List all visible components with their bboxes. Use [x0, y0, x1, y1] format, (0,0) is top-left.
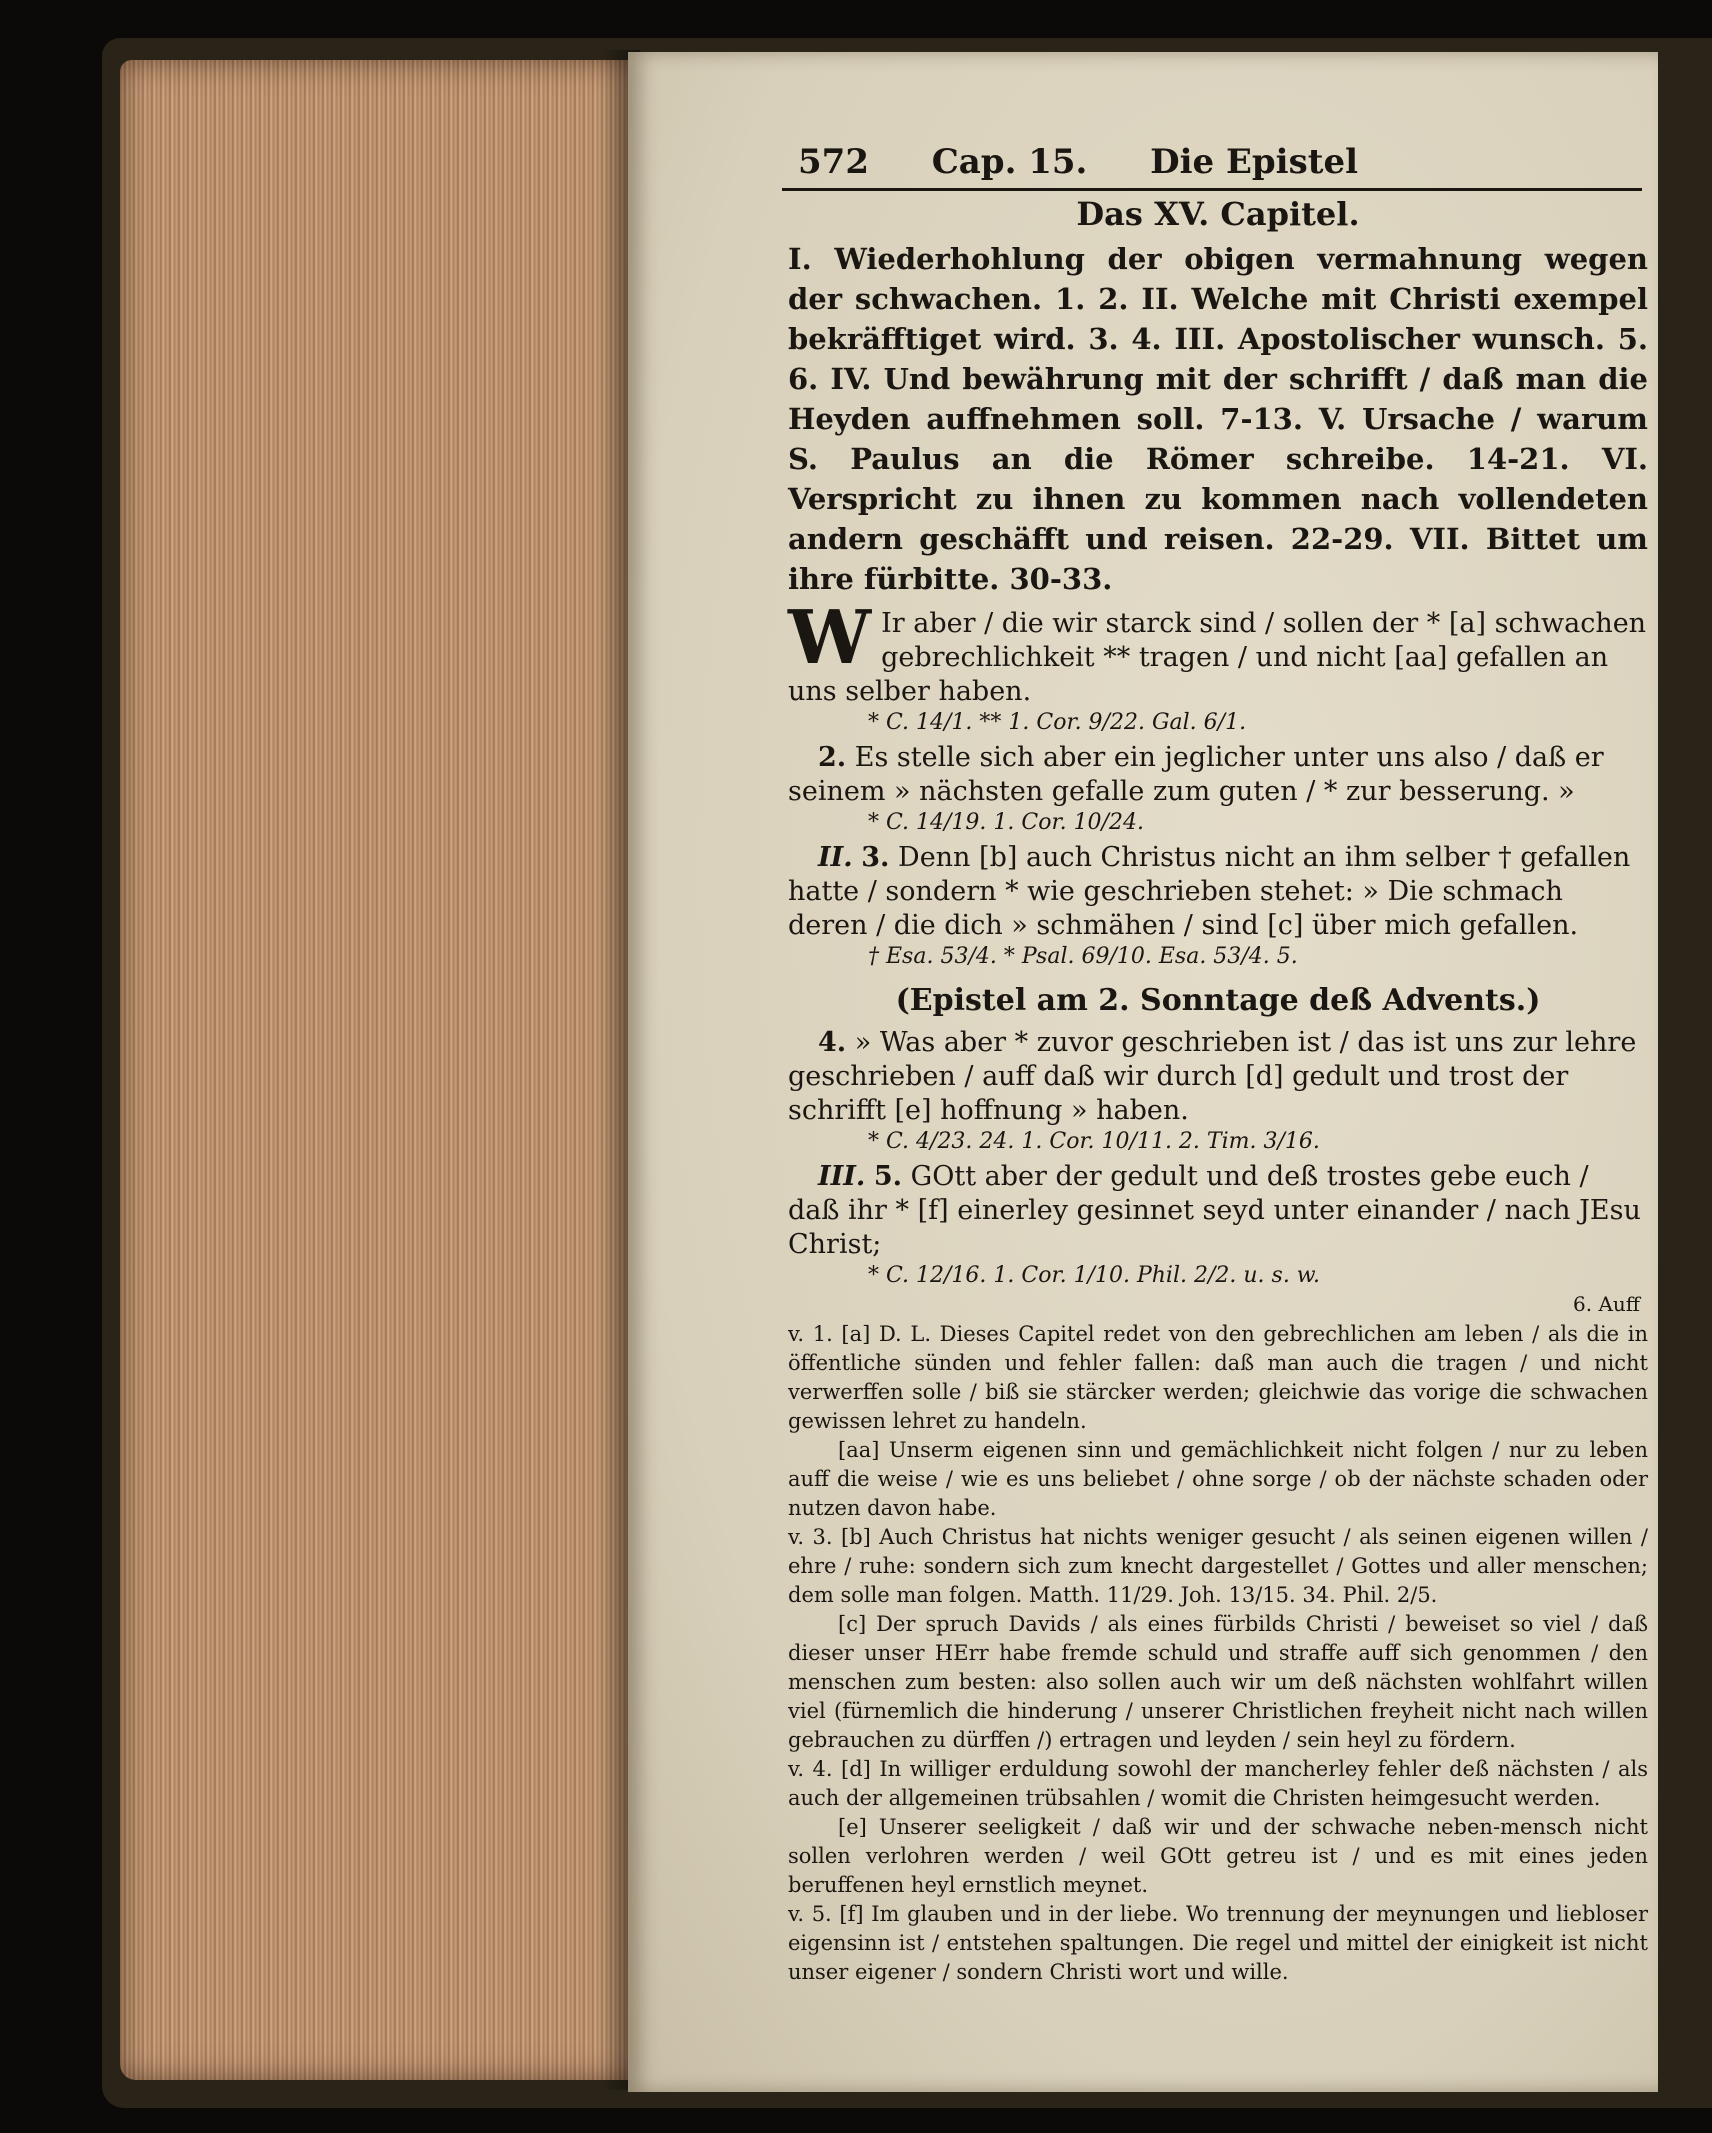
- running-title: Die Epistel: [1150, 142, 1358, 182]
- verse-4-references: * C. 4/23. 24. 1. Cor. 10/11. 2. Tim. 3/16.: [868, 1129, 1320, 1154]
- header-rule: [782, 188, 1642, 191]
- epistle-heading: (Epistel am 2. Sonntage deß Advents.): [895, 983, 1541, 1018]
- verse-2: [788, 741, 1648, 809]
- section-marker-3: III.: [818, 1161, 866, 1192]
- verse-3-number: 3.: [861, 842, 890, 873]
- note-v4-e: [e] Unserer seeligkeit / daß wir und der schwache neben-mensch nicht sollen verlohren werden / weil GOtt getreu ist / und es mit eines jeden beruffenen heyl ernstlich meynet.: [788, 1815, 1648, 1897]
- verse-4: [788, 1026, 1648, 1128]
- page-number: 572: [798, 142, 869, 182]
- drop-cap: W: [788, 595, 872, 681]
- commentary-notes: [788, 1320, 1648, 1987]
- verse-1-references: * C. 14/1. ** 1. Cor. 9/22. Gal. 6/1.: [868, 710, 1247, 735]
- note-v3-c: [c] Der spruch Davids / als eines fürbilds Christi / beweiset so viel / daß dieser unser HErr habe fremde schuld und straffe auff sich genommen / den menschen zum besten: also sollen auch wir um deß nächsten wohlfahrt willen viel (fürnemlich die hinderung / unserer Christlichen freyheit nicht nach willen gebrauchen zu dürffen /) ertragen und leyden / sein heyl zu fördern.: [788, 1612, 1648, 1752]
- book-page: [628, 52, 1658, 2092]
- verse-3: [788, 841, 1648, 943]
- verse-5-references: * C. 12/16. 1. Cor. 1/10. Phil. 2/2. u. s. w.: [868, 1263, 1321, 1288]
- verse-3-references: † Esa. 53/4. * Psal. 69/10. Esa. 53/4. 5.: [868, 944, 1298, 969]
- verse-5: [788, 1160, 1648, 1262]
- chapter-reference: Cap. 15.: [931, 142, 1088, 182]
- page-edges: [120, 60, 632, 2080]
- running-header: [798, 142, 1358, 182]
- verse-5-number: 5.: [873, 1161, 903, 1192]
- verse-1: [788, 595, 1648, 709]
- note-v3-b: v. 3. [b] Auch Christus hat nichts weniger gesucht / als seinen eigenen willen / ehre / ruhe: sondern sich zum knecht dargestellet / Gottes und aller menschen; dem solle man folgen. Matth. 11/29. Joh. 13/15. 34. Phil. 2/5.: [788, 1525, 1648, 1607]
- catchword: 6. Auff: [1573, 1292, 1640, 1316]
- note-v5-f: v. 5. [f] Im glauben und in der liebe. Wo trennung der meynungen und liebloser eigensinn ist / entstehen spaltungen. Die regel und mittel der einigkeit ist nicht unser eigener / sondern Christi wort und wille.: [788, 1902, 1648, 1984]
- page-text: [788, 142, 1648, 1987]
- note-v4-d: v. 4. [d] In williger erduldung sowohl der mancherley fehler deß nächsten / als auch der allgemeinen trübsahlen / womit die Christen heimgesucht werden.: [788, 1757, 1648, 1810]
- verse-2-number: 2.: [818, 742, 847, 773]
- chapter-title: Das XV. Capitel.: [1076, 195, 1360, 233]
- verse-5-text: GOtt aber der gedult und deß trostes gebe euch / daß ihr * [f] einerley gesinnet seyd unter einander / nach JEsu Christ;: [788, 1161, 1641, 1260]
- chapter-summary: I. Wiederhohlung der obigen vermahnung wegen der schwachen. 1. 2. II. Welche mit Christi exempel bekräfftiget wird. 3. 4. III. Apostolischer wunsch. 5. 6. IV. Und bewährung mit der schrifft / daß man die Heyden auffnehmen soll. 7-13. V. Ursache / warum S. Paulus an die Römer schreibe. 14-21. VI. Verspricht zu ihnen zu kommen nach vollendeten andern geschäfft und reisen. 22-29. VII. Bittet um ihre fürbitte. 30-33.: [788, 242, 1648, 596]
- note-v1-aa: [aa] Unserm eigenen sinn und gemächlichkeit nicht folgen / nur zu leben auff die weise / wie es uns beliebet / ohne sorge / ob der nächste schaden oder nutzen davon habe.: [788, 1438, 1648, 1520]
- verse-2-references: * C. 14/19. 1. Cor. 10/24.: [868, 810, 1144, 835]
- verse-4-number: 4.: [818, 1027, 847, 1058]
- verse-4-text: » Was aber * zuvor geschrieben ist / das ist uns zur lehre geschrieben / auff daß wir durch [d] gedult und trost der schrifft [e] hoffnung » haben.: [788, 1027, 1637, 1126]
- verse-3-text: Denn [b] auch Christus nicht an ihm selber † gefallen hatte / sondern * wie geschrieben stehet: » Die schmach deren / die dich » schmähen / sind [c] über mich gefallen.: [788, 842, 1631, 941]
- note-v1-a: v. 1. [a] D. L. Dieses Capitel redet von den gebrechlichen am leben / als die in öffentliche sünden und fehler fallen: daß man auch die tragen / und nicht verwerffen solle / biß sie stärcker werden; gleichwie das vorige die schwachen gewissen lehret zu handeln.: [788, 1322, 1648, 1433]
- section-marker-2: II.: [818, 842, 853, 873]
- verse-1-text: Ir aber / die wir starck sind / sollen der * [a] schwachen gebrechlichkeit ** tragen / und nicht [aa] gefallen an uns selber haben.: [788, 608, 1647, 707]
- verse-2-text: Es stelle sich aber ein jeglicher unter uns also / daß er seinem » nächsten gefalle zum guten / * zur besserung. »: [788, 742, 1604, 807]
